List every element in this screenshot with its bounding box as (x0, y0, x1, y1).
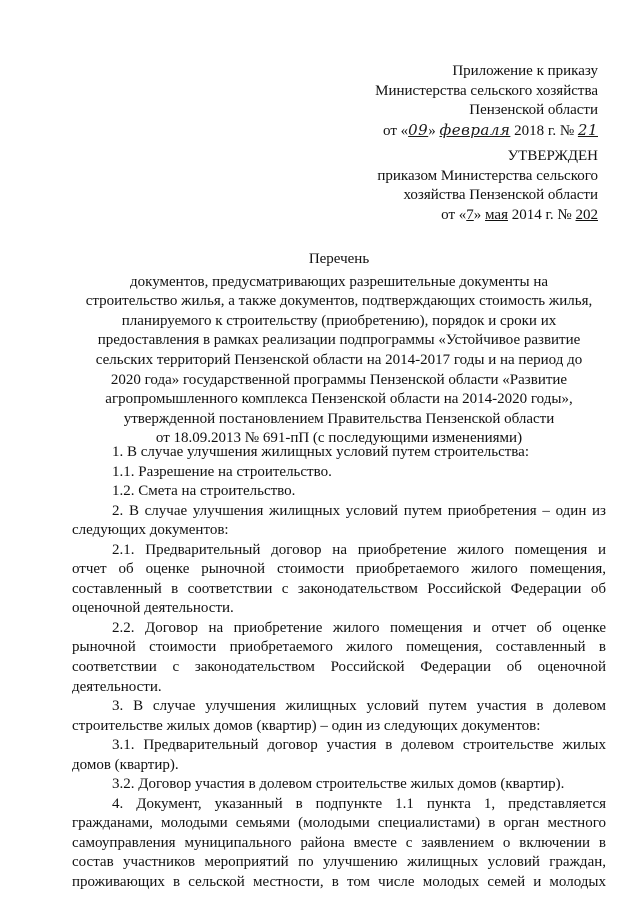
annex-month: февраля (439, 120, 511, 139)
approved-date-prefix: от « (441, 206, 467, 223)
item-1-1: 1.1. Разрешение на строительство. (112, 463, 332, 480)
item-2-1-line: 2.1. Предварительный договор на приобретение жилого помещения и (112, 541, 606, 558)
item-2-line: 2. В случае улучшения жилищных условий путем приобретения – один из (112, 502, 606, 519)
title-line: документов, предусматривающих разрешительные документы на (129, 273, 549, 290)
annex-year: 2018 г. № (514, 122, 575, 139)
annex-date-mid: » (428, 122, 436, 139)
title-line: утвержденной постановлением Правительства Пензенской области (123, 410, 555, 427)
approved-date-mid: » (473, 206, 482, 223)
approved-line-1: приказом Министерства сельского (377, 167, 598, 184)
title-line: агропромышленного комплекса Пензенской области на 2014-2020 годы», (105, 391, 573, 408)
approved-number: 202 (575, 206, 598, 223)
item-1-2: 1.2. Смета на строительство. (112, 483, 296, 500)
item-2-line: следующих документов: (72, 522, 229, 539)
item-4-line: гражданами, молодыми семьями (молодыми специалистами) в орган местного (72, 815, 606, 832)
annex-day: 09 (408, 120, 429, 139)
item-3-1-line: домов (квартир). (72, 756, 179, 773)
title-line: строительство жилья, а также документов, подтверждающих стоимость жилья, (85, 293, 593, 310)
approved-year: 2014 г. № (511, 206, 572, 223)
item-2-2-line: 2.2. Договор на приобретение жилого помещения и отчет об оценке (112, 619, 606, 636)
document-title (72, 250, 606, 449)
item-4-line: состав участников мероприятий по улучшению жилищных условий граждан, (72, 854, 606, 871)
approved-line-2: хозяйства Пензенской области (403, 187, 598, 203)
document-body (72, 443, 606, 893)
annex-line-2: Министерства сельского хозяйства (375, 82, 598, 99)
title-line: 2020 года» государственной программы Пензенской области «Развитие (110, 371, 568, 388)
annex-line-3: Пензенской области (469, 102, 598, 118)
annex-date-prefix: от « (383, 122, 409, 139)
item-2-2-line: рыночной стоимости приобретаемого жилого помещения, составленный в (72, 639, 606, 656)
approved-header (377, 147, 598, 225)
item-1: 1. В случае улучшения жилищных условий путем строительства: (112, 444, 529, 460)
item-2-2-line: соответствии с законодательством Российской Федерации об оценочной (72, 659, 606, 676)
item-2-1-line: отчет об оценке рыночной стоимости приобретаемого жилого помещения, (72, 561, 606, 578)
title-heading: Перечень (308, 251, 370, 267)
approved-day: 7 (466, 206, 474, 223)
item-4-line: 4. Документ, указанный в подпункте 1.1 пункта 1, представляется (112, 795, 606, 812)
approved-date-line (377, 206, 598, 226)
annex-line-1: Приложение к приказу (452, 63, 598, 79)
item-3-1-line: 3.1. Предварительный договор участия в долевом строительстве жилых (112, 737, 606, 754)
item-2-2-line: деятельности. (72, 678, 162, 695)
item-4-line: самоуправления муниципального района вместе с заявлением о включении в (72, 834, 606, 851)
item-2-1-line: составленный в соответствии с законодательством Российской Федерации об (72, 580, 606, 597)
title-line: сельских территорий Пензенской области на 2014-2017 годы и на период до (95, 351, 583, 368)
title-line: от 18.09.2013 № 691-пП (с последующими изменениями) (155, 430, 523, 447)
title-line: предоставления в рамках реализации подпрограммы «Устойчивое развитие (97, 332, 581, 349)
item-4-line: проживающих в сельской местности, в том числе молодых семей и молодых (72, 874, 606, 891)
annex-header (375, 62, 598, 141)
title-line: планируемого к строительству (приобретению), порядок и сроки их (121, 312, 557, 329)
approved-month: мая (485, 206, 508, 223)
annex-date-line (375, 121, 598, 142)
item-3-line: строительстве жилых домов (квартир) – один из следующих документов: (72, 717, 541, 734)
approved-heading: УТВЕРЖДЕН (507, 148, 598, 164)
annex-number: 21 (577, 120, 598, 139)
item-3-line: 3. В случае улучшения жилищных условий путем участия в долевом (112, 698, 606, 715)
item-3-2: 3.2. Договор участия в долевом строительстве жилых домов (квартир). (112, 776, 565, 793)
item-2-1-line: оценочной деятельности. (72, 600, 234, 617)
